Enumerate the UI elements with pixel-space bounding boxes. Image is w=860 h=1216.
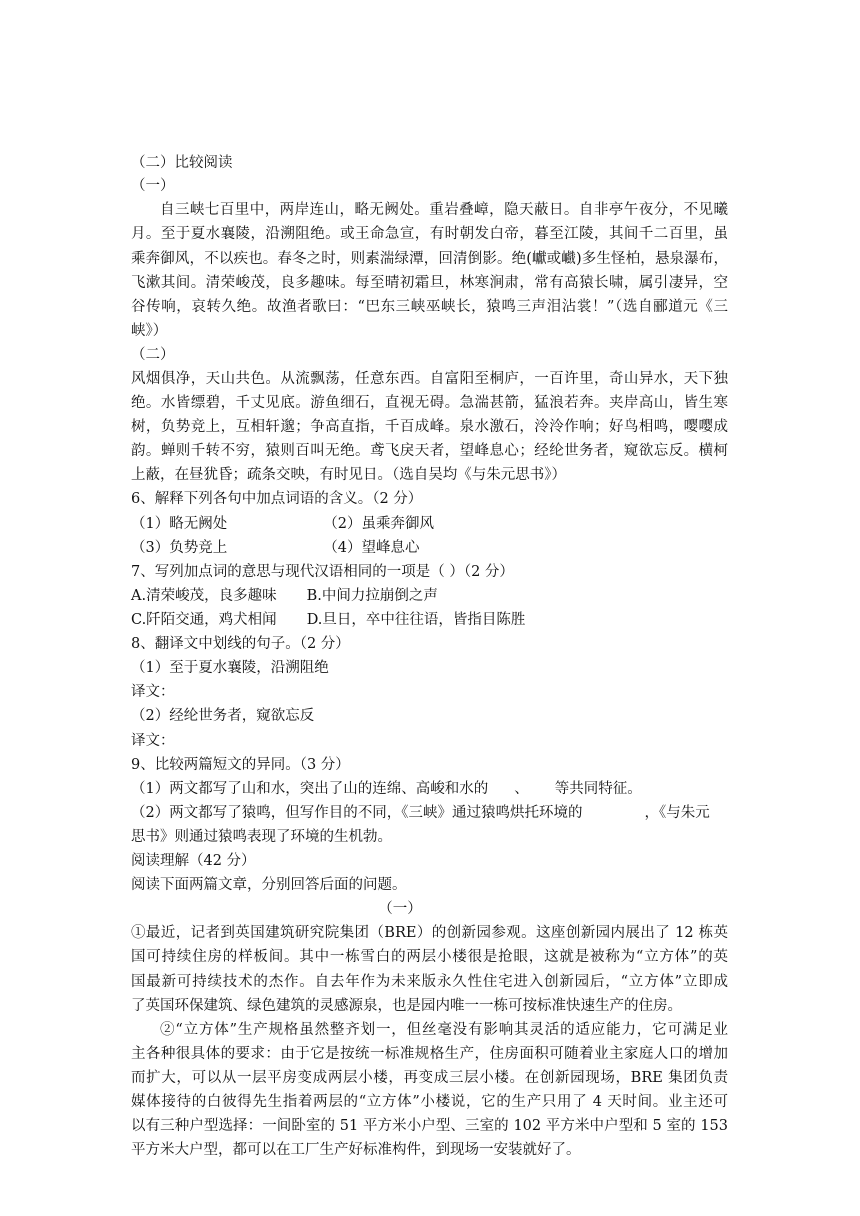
passage-one-line: 峡》） xyxy=(131,323,168,339)
passage-one-line: 月。至于夏水襄陵，沿溯阻绝。或王命急宣，有时朝发白帝，暮至江陵，其间千二百里，虽 xyxy=(131,226,728,242)
question-6-item: （2）虽乘奔御风 xyxy=(323,516,434,532)
passage-two-line: 树，负势竞上，互相轩邈；争高直指，千百成峰。泉水激石，泠泠作响；好鸟相鸣，嘤嘤成 xyxy=(131,419,728,435)
question-8-item: （1）至于夏水襄陵，沿溯阻绝 xyxy=(131,660,329,676)
question-8-item: （2）经纶世务者，窥欲忘反 xyxy=(131,708,315,724)
question-9: 9、比较两篇短文的异同。（3 分） xyxy=(131,757,350,773)
section-heading-comparison: （二）比较阅读 xyxy=(131,155,233,171)
question-6-items xyxy=(131,513,434,535)
question-9-item: （1）两文都写了山和水，突出了山的连绵、高峻和水的 、 等共同特征。 xyxy=(131,781,642,797)
reading-instructions: 阅读下面两篇文章，分别回答后面的问题。 xyxy=(131,877,407,893)
article-one-marker: （一） xyxy=(378,901,422,917)
question-7-option: B.中间力拉崩倒之声 xyxy=(306,588,438,604)
article-one-line: 主各种很具体的要求：由于它是按统一标准规格生产，住房面积可随着业主家庭人口的增加 xyxy=(131,1046,728,1062)
translation-label: 译文： xyxy=(131,684,175,700)
passage-two-line: 绝。水皆缥碧，千丈见底。游鱼细石，直视无碍。急湍甚箭，猛浪若奔。夹岸高山，皆生寒 xyxy=(131,395,728,411)
question-7-options xyxy=(131,585,438,607)
passage-one-marker: （一） xyxy=(131,178,175,194)
article-one-line: 国可持续住房的样板间。其中一栋雪白的两层小楼很是抢眼，这就是被称为“立方体”的英 xyxy=(131,949,728,965)
article-one-line: 以有三种户型选择：一间卧室的 51 平方米小户型、三室的 102 平方米中户型和 5 室的 153 xyxy=(131,1118,728,1134)
reading-section-heading: 阅读理解（42 分） xyxy=(131,853,256,869)
translation-label: 译文： xyxy=(131,733,175,749)
question-9-item-continued: 思书》则通过猿鸣表现了环境的生机勃。 xyxy=(131,829,392,845)
question-6: 6、解释下列各句中加点词语的含义。（2 分） xyxy=(131,491,423,507)
question-7-option: A.清荣峻茂，良多趣味 xyxy=(131,588,277,604)
question-8: 8、翻译文中划线的句子。（2 分） xyxy=(131,636,350,652)
article-one-line: 国最新可持续技术的杰作。自去年作为未来版永久性住宅进入创新园后，“立方体”立即成 xyxy=(131,974,728,990)
article-one-line: 平方米大户型，都可以在工厂生产好标准构件，到现场一安装就好了。 xyxy=(131,1142,581,1158)
passage-two-line: 风烟俱净，天山共色。从流飘荡，任意东西。自富阳至桐庐，一百许里，奇山异水，天下独 xyxy=(131,371,728,387)
article-one-line: 而扩大，可以从一层平房变成两层小楼，再变成三层小楼。在创新园现场，BRE 集团负责 xyxy=(131,1070,728,1086)
article-one-line: ②“立方体”生产规格虽然整齐划一，但丝毫没有影响其灵活的适应能力，它可满足业 xyxy=(160,1022,728,1038)
question-9-item: （2）两文都写了猿鸣，但写作目的不同，《三峡》通过猿鸣烘托环境的 ，《与朱元 xyxy=(131,805,710,821)
question-6-item: （3）负势竞上 xyxy=(131,540,228,556)
article-one-line: 媒体接待的白彼得先生指着两层的“立方体”小楼说，它的生产只用了 4 天时间。业主还可 xyxy=(131,1094,728,1110)
article-one-line: 了英国环保建筑、绿色建筑的灵感源泉，也是园内唯一一栋可按标准快速生产的住房。 xyxy=(131,998,682,1014)
question-6-item: （4）望峰息心 xyxy=(323,540,420,556)
passage-one-line: 乘奔御风，不以疾也。春冬之时，则素湍绿潭，回清倒影。绝(巘或巇)多生怪柏，悬泉瀑布， xyxy=(131,251,728,267)
passage-one-line: 自三峡七百里中，两岸连山，略无阙处。重岩叠嶂，隐天蔽日。自非亭午夜分，不见曦 xyxy=(160,202,728,218)
article-one-line: ①最近，记者到英国建筑研究院集团（BRE）的创新园参观。这座创新园内展出了 12 栋英 xyxy=(131,925,728,941)
question-6-item: （1）略无阙处 xyxy=(131,516,228,532)
question-7-option: C.阡陌交通，鸡犬相闻 xyxy=(131,612,277,628)
question-7-option: D.旦日，卒中往往语，皆指目陈胜 xyxy=(306,612,526,628)
passage-two-line: 韵。蝉则千转不穷，猿则百叫无绝。鸢飞戾天者，望峰息心；经纶世务者，窥欲忘反。横柯 xyxy=(131,443,728,459)
question-6-items xyxy=(131,537,419,559)
question-7: 7、写列加点词的意思与现代汉语相同的一项是（ ）（2 分） xyxy=(131,564,514,580)
passage-two-marker: （二） xyxy=(131,347,175,363)
passage-two-line: 上蔽，在昼犹昏；疏条交映，有时见日。（选自吴均《与朱元思书》） xyxy=(131,467,566,483)
question-7-options xyxy=(131,609,525,631)
passage-one-line: 谷传响，哀转久绝。故渔者歌曰：“巴东三峡巫峡长，猿鸣三声泪沾裳！”（选自郦道元《三 xyxy=(131,299,728,315)
passage-one-line: 飞漱其间。清荣峻茂，良多趣味。每至晴初霜旦，林寒涧肃，常有高猿长啸，属引凄异，空 xyxy=(131,275,728,291)
